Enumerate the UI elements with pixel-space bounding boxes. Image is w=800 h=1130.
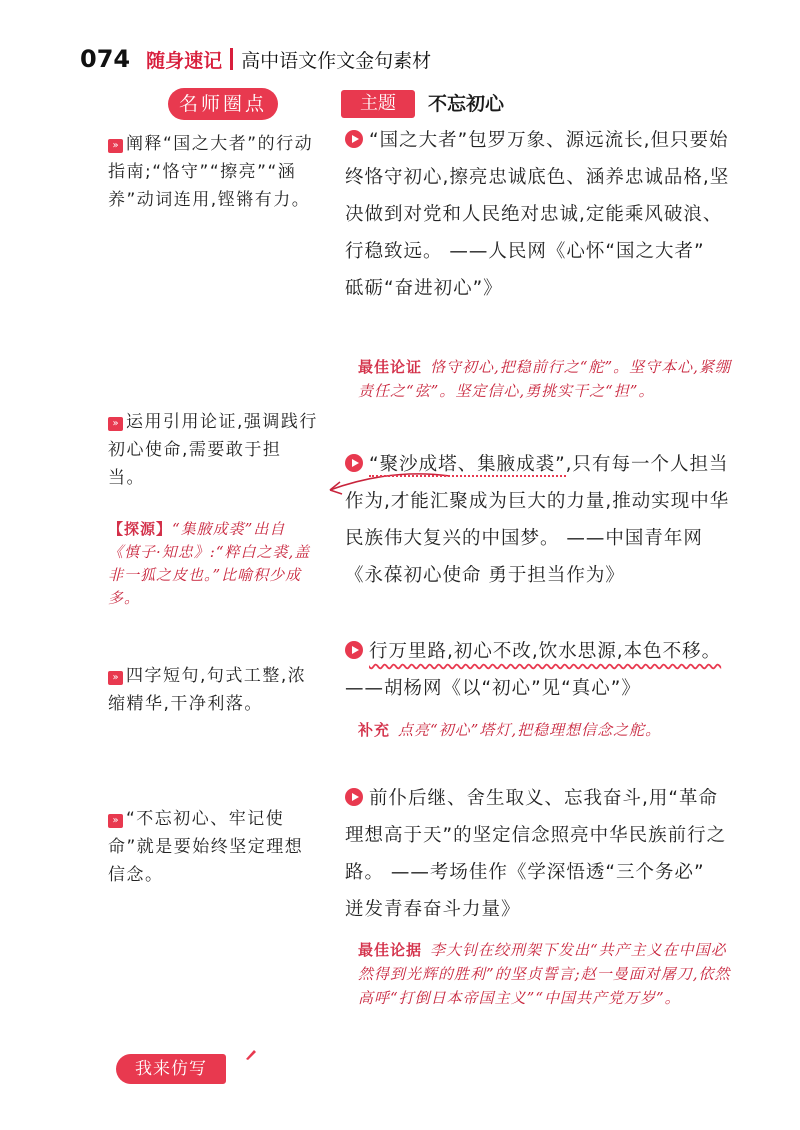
page-number: 074 (80, 45, 131, 73)
pen-icon (244, 1047, 258, 1061)
best-evidence-note: 最佳论据 李大钊在绞刑架下发出“共产主义在中国必然得到光辉的胜利”的坚贞誓言;赵一曼面对屠刀,依然高呼“打倒日本帝国主义”“中国共产党万岁”。 (358, 941, 731, 1007)
series-name: 随身速记 (146, 49, 223, 72)
play-icon (345, 130, 363, 148)
note-marker-icon: » (108, 417, 123, 431)
imitation-writing-badge: 我来仿写 (116, 1054, 226, 1084)
teacher-notes-badge: 名师圈点 (168, 88, 278, 120)
note-marker-icon: » (108, 671, 123, 685)
quote-4: 前仆后继、舍生取义、忘我奋斗,用“革命理想高于天”的坚定信念照亮中华民族前行之路。 ——考场佳作《学深悟透“三个务必” 迸发青春奋斗力量》 (345, 788, 727, 920)
book-title: 高中语文作文金句素材 (241, 49, 432, 72)
source-label: 【探源】 (108, 520, 173, 538)
quote-2: “聚沙成塔、集腋成裘”,只有每一个人担当作为,才能汇聚成为巨大的力量,推动实现中华民族伟大复兴的中国梦。 ——中国青年网《永葆初心使命 勇于担当作为》 (345, 454, 730, 586)
quote-3: 行万里路,初心不改,饮水思源,本色不移。——胡杨网《以“初心”见“真心”》 (345, 641, 722, 699)
play-icon (345, 788, 363, 806)
header-divider (230, 48, 233, 70)
note-marker-icon: » (108, 814, 123, 828)
topic-title: 不忘初心 (428, 93, 505, 115)
topic-badge: 主题 (341, 90, 415, 118)
note-marker-icon: » (108, 139, 123, 153)
side-note-2: » 运用引用论证,强调践行初心使命,需要敢于担当。 (108, 412, 318, 488)
play-icon (345, 641, 363, 659)
page-header (80, 42, 431, 76)
play-icon (345, 454, 363, 472)
supplement-note: 补充 点亮“初心”塔灯,把稳理想信念之舵。 (358, 721, 662, 739)
side-note-4: » “不忘初心、牢记使命”就是要始终坚定理想信念。 (108, 809, 304, 885)
side-note-1: » 阐释“国之大者”的行动指南;“恪守”“擦亮”“涵养”动词连用,铿锵有力。 (108, 134, 314, 210)
side-note-3: » 四字短句,句式工整,浓缩精华,干净利落。 (108, 666, 307, 714)
quote-1: “国之大者”包罗万象、源远流长,但只要始终恪守初心,擦亮忠诚底色、涵养忠诚品格,坚决做到对党和人民绝对忠诚,定能乘风破浪、行稳致远。 ——人民网《心怀“国之大者” 砥砺“奋进初心”》 (345, 130, 730, 299)
best-argument-note: 最佳论证 恪守初心,把稳前行之“舵”。坚守本心,紧绷责任之“弦”。坚定信心,勇挑实干之“担”。 (358, 358, 731, 400)
source-note: 【探源】“集腋成裘”出自《慎子·知忠》:“粹白之裘,盖非一狐之皮也。”比喻积少成多。 (108, 520, 311, 607)
